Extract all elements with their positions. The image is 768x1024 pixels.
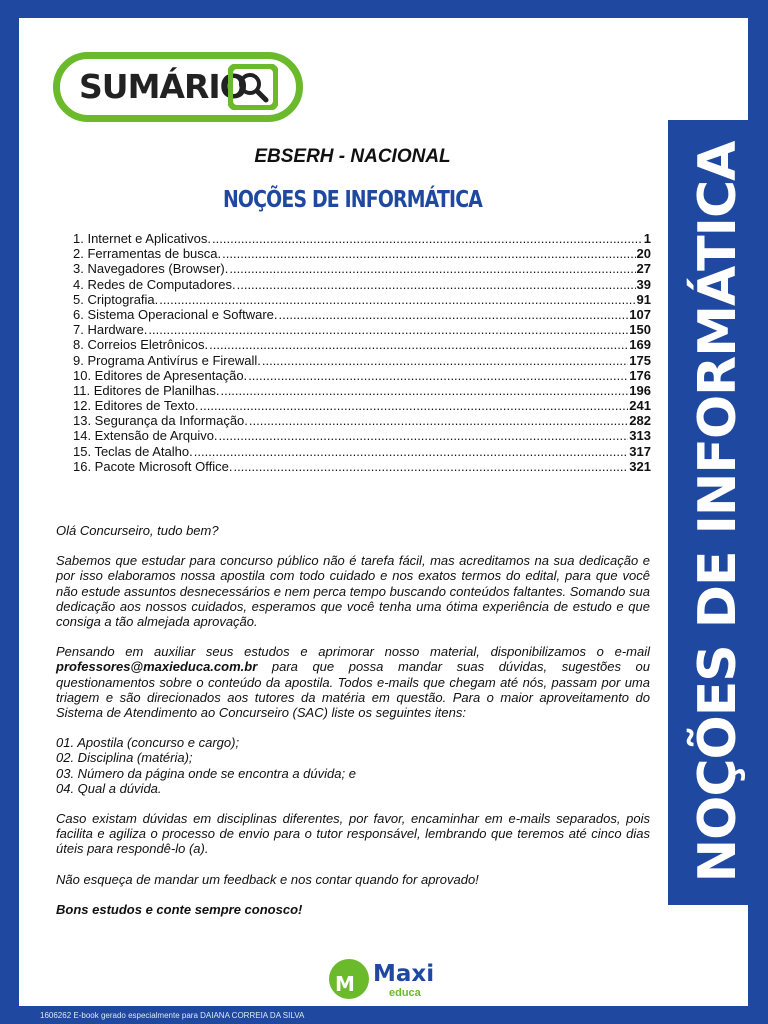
toc-label: 9. Programa Antivírus e Firewall. bbox=[73, 352, 261, 368]
toc-label: 15. Teclas de Atalho. bbox=[73, 443, 193, 459]
magnifier-icon bbox=[228, 64, 278, 110]
greeting: Olá Concurseiro, tudo bem? bbox=[56, 523, 219, 538]
toc-row[interactable] bbox=[73, 459, 651, 474]
toc-label: 12. Editores de Texto. bbox=[73, 398, 199, 414]
toc-row[interactable] bbox=[73, 261, 651, 276]
paragraph-2: Pensando em auxiliar seus estudos e aprimorar nosso material, disponibilizamos o e-mail professores@maxieduca.com.br para que possa mandar suas dúvidas, sugestões ou questionamentos sobre o conteúdo da apostila. Todos e-mails que chegam até nós, passam por uma triagem e são direcionados aos tutores da matéria em questão. Para o maior aproveitamento do Sistema de Atendimento ao Concurseiro (SAC) liste os seguintes itens: bbox=[56, 644, 650, 721]
subject-title: NOÇÕES DE INFORMÁTICA bbox=[222, 187, 483, 213]
toc-leader-dots bbox=[200, 398, 629, 413]
toc-page-number: 1 bbox=[643, 231, 651, 246]
toc-row[interactable] bbox=[73, 428, 651, 443]
toc-leader-dots bbox=[148, 322, 628, 337]
toc-page-number: 282 bbox=[629, 413, 651, 429]
toc-leader-dots bbox=[248, 368, 628, 383]
item-list bbox=[56, 735, 650, 796]
toc-page-number: 169 bbox=[629, 337, 651, 353]
toc-label: 10. Editores de Apresentação. bbox=[73, 367, 248, 383]
toc-row[interactable] bbox=[73, 307, 651, 322]
toc-row[interactable] bbox=[73, 383, 651, 398]
exam-title: EBSERH - NACIONAL bbox=[254, 146, 451, 167]
toc-label: 7. Hardware. bbox=[73, 322, 148, 338]
toc-page-number: 39 bbox=[636, 276, 651, 292]
logo-name: Maxi bbox=[373, 961, 435, 987]
toc-page-number: 150 bbox=[629, 322, 651, 338]
toc-row[interactable] bbox=[73, 444, 651, 459]
toc-leader-dots bbox=[159, 292, 635, 307]
toc-leader-dots bbox=[237, 277, 636, 292]
toc-page-number: 317 bbox=[629, 443, 651, 459]
toc-label: 5. Criptografia. bbox=[73, 291, 159, 307]
toc-label: 13. Segurança da Informação. bbox=[73, 413, 248, 429]
toc-label: 6. Sistema Operacional e Software. bbox=[73, 306, 278, 322]
toc-label: 11. Editores de Planilhas. bbox=[73, 382, 220, 398]
toc-page-number: 176 bbox=[629, 367, 651, 383]
toc-page-number: 241 bbox=[629, 398, 651, 414]
toc-row[interactable] bbox=[73, 353, 651, 368]
list-item: 03. Número da página onde se encontra a dúvida; e bbox=[56, 765, 356, 781]
side-banner-text: NOÇÕES DE INFORMÁTICA bbox=[688, 141, 748, 883]
toc-leader-dots bbox=[279, 307, 629, 322]
toc-page-number: 175 bbox=[629, 352, 651, 368]
list-item: 01. Apostila (concurso e cargo); bbox=[56, 735, 240, 751]
toc-page-number: 27 bbox=[636, 261, 651, 277]
toc-row[interactable] bbox=[73, 398, 651, 413]
toc-row[interactable] bbox=[73, 246, 651, 261]
intro-text bbox=[56, 523, 650, 917]
logo-tagline: educa bbox=[389, 987, 421, 999]
toc-leader-dots bbox=[222, 246, 635, 261]
paragraph-4: Não esqueça de mandar um feedback e nos contar quando for aprovado! bbox=[56, 871, 479, 887]
toc-leader-dots bbox=[209, 337, 628, 352]
toc-row[interactable] bbox=[73, 231, 651, 246]
toc-row[interactable] bbox=[73, 322, 651, 337]
footer-watermark: 1606262 E-book gerado especialmente para DAIANA CORREIA DA SILVA bbox=[40, 1011, 305, 1020]
toc-row[interactable] bbox=[73, 337, 651, 352]
toc-label: 16. Pacote Microsoft Office. bbox=[73, 458, 233, 474]
toc-row[interactable] bbox=[73, 292, 651, 307]
paragraph-3: Caso existam dúvidas em disciplinas diferentes, por favor, encaminhar em e-mails separados, pois facilita e agiliza o processo de envio para o tutor responsável, lembrando que teremos até cinco dias úteis para respondê-lo (a). bbox=[56, 811, 650, 857]
toc-leader-dots bbox=[249, 413, 628, 428]
toc-label: 8. Correios Eletrônicos. bbox=[73, 337, 209, 353]
toc-leader-dots bbox=[220, 383, 628, 398]
list-item: 02. Disciplina (matéria); bbox=[56, 750, 193, 766]
toc-row[interactable] bbox=[73, 277, 651, 292]
toc-leader-dots bbox=[212, 231, 643, 246]
summary-badge-label: SUMÁRIO bbox=[79, 67, 247, 106]
toc-label: 4. Redes de Computadores. bbox=[73, 276, 236, 292]
toc-label: 1. Internet e Aplicativos. bbox=[73, 231, 212, 246]
toc-label: 3. Navegadores (Browser). bbox=[73, 261, 229, 277]
toc-page-number: 196 bbox=[629, 382, 651, 398]
toc-page-number: 313 bbox=[629, 428, 651, 444]
maxi-logo bbox=[329, 959, 439, 1001]
toc-leader-dots bbox=[229, 261, 635, 276]
toc-row[interactable] bbox=[73, 413, 651, 428]
toc-label: 14. Extensão de Arquivo. bbox=[73, 428, 218, 444]
toc-leader-dots bbox=[262, 353, 628, 368]
toc-leader-dots bbox=[233, 459, 628, 474]
logo-m-glyph: M bbox=[335, 972, 355, 996]
closing-line: Bons estudos e conte sempre conosco! bbox=[56, 901, 303, 917]
list-item: 04. Qual a dúvida. bbox=[56, 780, 162, 796]
toc-label: 2. Ferramentas de busca. bbox=[73, 246, 222, 262]
toc-page-number: 107 bbox=[629, 306, 651, 322]
contact-email[interactable]: professores@maxieduca.com.br bbox=[56, 659, 258, 675]
toc-page-number: 321 bbox=[629, 458, 651, 474]
table-of-contents bbox=[73, 231, 651, 474]
paragraph-1: Sabemos que estudar para concurso público não é tarefa fácil, mas acreditamos na sua dedicação e por isso elaboramos nossa apostila com todo cuidado e nos exatos termos do edital, para que você não estude assuntos desnecessários e nem perca tempo buscando conteúdos faltantes. Somando sua dedicação aos nossos cuidados, esperamos que você tenha uma ótima experiência de estudo e que consiga a tão almejada aprovação. bbox=[56, 553, 650, 630]
toc-leader-dots bbox=[219, 428, 629, 443]
toc-page-number: 20 bbox=[636, 246, 651, 262]
toc-leader-dots bbox=[194, 444, 629, 459]
toc-row[interactable] bbox=[73, 368, 651, 383]
toc-page-number: 91 bbox=[636, 291, 651, 307]
